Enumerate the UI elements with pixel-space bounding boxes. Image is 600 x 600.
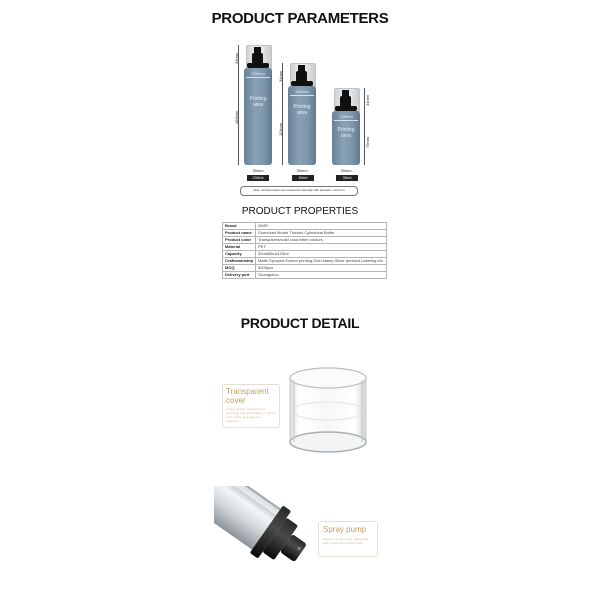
width-text: 39mm bbox=[340, 168, 352, 173]
properties-table bbox=[222, 222, 387, 279]
property-value: ZiMFI bbox=[256, 223, 387, 230]
bottle-body bbox=[244, 68, 272, 165]
properties-title: PRODUCT PROPERTIES bbox=[241, 206, 359, 217]
printing-area-text: Printing area bbox=[293, 104, 311, 116]
parameters-title: PRODUCT PARAMETERS bbox=[211, 10, 389, 27]
printing-area-text: Printing area bbox=[337, 127, 355, 139]
bottle-60ml bbox=[288, 63, 316, 165]
cap-height-text: 34mm bbox=[365, 94, 370, 106]
table-row bbox=[223, 244, 387, 251]
height-text: 79mm bbox=[365, 136, 370, 148]
cap-height-text: 34mm bbox=[278, 70, 283, 82]
property-key: Product name bbox=[223, 230, 256, 237]
dim-line bbox=[246, 77, 270, 78]
table-row bbox=[223, 265, 387, 272]
measurement-note: Note: All dimensions are measured manually with deviation. Unit:mm bbox=[240, 186, 358, 196]
table-row bbox=[223, 258, 387, 265]
property-value: PET bbox=[256, 244, 387, 251]
table-row bbox=[223, 272, 387, 279]
property-key: MOQ bbox=[223, 265, 256, 272]
spray-pump-callout bbox=[318, 521, 378, 557]
height-text: 113mm bbox=[278, 122, 283, 136]
cover-title-line1: Transparent bbox=[226, 387, 269, 396]
label-width-text: 129mm bbox=[251, 71, 265, 76]
table-row bbox=[223, 251, 387, 258]
width-text: 39mm bbox=[296, 168, 308, 173]
cap-height-text: 34mm bbox=[234, 52, 239, 64]
transparent-cover-image bbox=[286, 366, 370, 454]
table-row bbox=[223, 223, 387, 230]
property-key: Material bbox=[223, 244, 256, 251]
property-key: Delivery port bbox=[223, 272, 256, 279]
bottle-body bbox=[332, 111, 360, 165]
spray-pump-desc: Spray pump atomized, refinement and a good effect to the bottle bbox=[323, 537, 369, 545]
property-key: Product color bbox=[223, 237, 256, 244]
label-width-text: 129mm bbox=[339, 114, 353, 119]
cover-callout bbox=[222, 384, 280, 428]
property-value: Oversized Mouth Thicken Cylindrical Bottle bbox=[256, 230, 387, 237]
property-key: Craftsmanship bbox=[223, 258, 256, 265]
property-value: 5000pcs bbox=[256, 265, 387, 272]
property-value: Matte,Sprayed,Screen printing,Gold stamp,Silver pressed,Labeling etc. bbox=[256, 258, 387, 265]
spray-pump-image bbox=[214, 486, 314, 586]
dim-line bbox=[334, 120, 358, 121]
property-value: Transparent/solid color/other colours bbox=[256, 237, 387, 244]
capacity-label: 30ml bbox=[336, 175, 358, 181]
property-key: Brand bbox=[223, 223, 256, 230]
table-row bbox=[223, 230, 387, 237]
property-value: 30ml/60ml/120ml bbox=[256, 251, 387, 258]
bottle-30ml bbox=[332, 88, 360, 165]
printing-area-text: Printing area bbox=[249, 96, 267, 108]
capacity-label: 60ml bbox=[292, 175, 314, 181]
width-text: 39mm bbox=[252, 168, 264, 173]
capacity-label: 200ml bbox=[247, 175, 269, 181]
property-key: Capacity bbox=[223, 251, 256, 258]
bottle-body bbox=[288, 86, 316, 165]
table-row bbox=[223, 237, 387, 244]
detail-title: PRODUCT DETAIL bbox=[240, 315, 360, 331]
property-value: Guangzhou bbox=[256, 272, 387, 279]
cover-desc: Unique design, exquisite and charming, safe and healthy, to protect your nozzle, give long-term protection bbox=[226, 407, 276, 423]
dim-line bbox=[290, 95, 314, 96]
height-text: 186mm bbox=[234, 110, 239, 124]
cover-title-line2: cover bbox=[226, 396, 246, 405]
spray-pump-title: Spray pump bbox=[323, 525, 367, 534]
bottle-200ml bbox=[244, 45, 272, 165]
label-width-text: 129mm bbox=[295, 89, 309, 94]
